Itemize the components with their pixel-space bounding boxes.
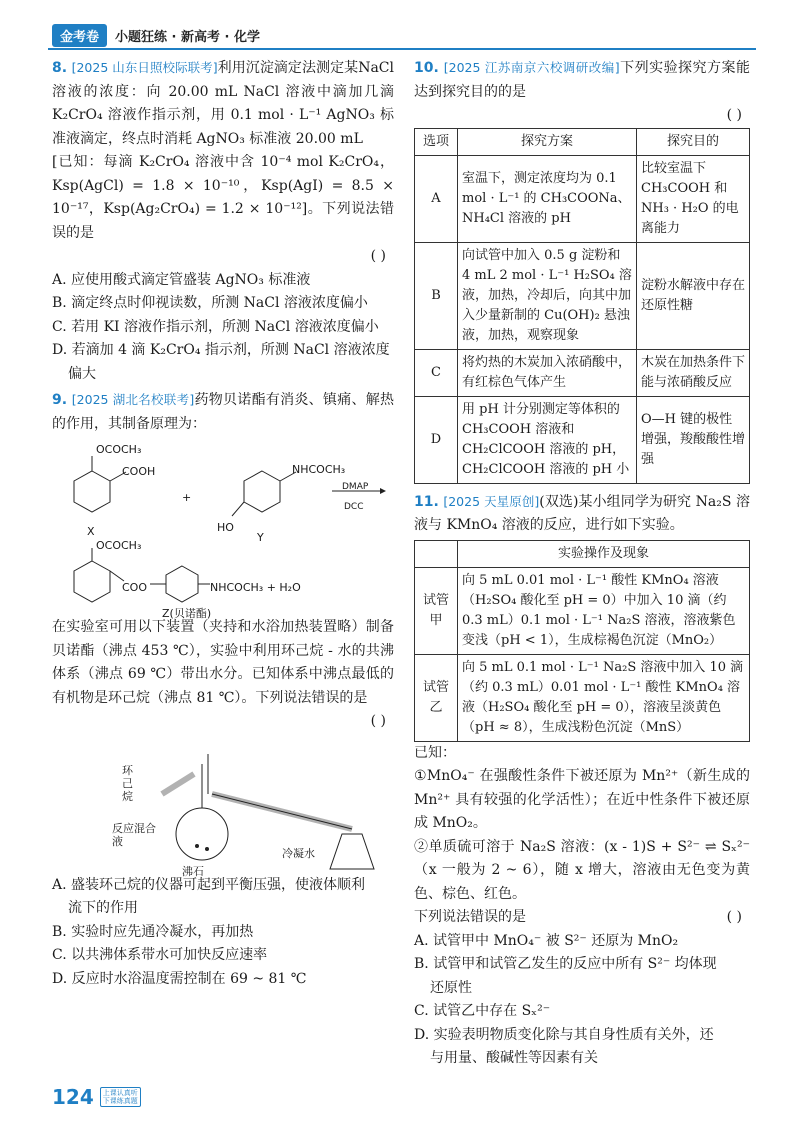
- table-row: [415, 349, 750, 396]
- question-stem: 药物贝诺酯有消炎、镇痛、解热的作用，其制备原理为：: [52, 392, 395, 432]
- label-cyclohexane: 环己烷: [122, 763, 133, 803]
- option-a: A. 试管甲中 MnO₄⁻ 被 S²⁻ 还原为 MnO₂: [414, 932, 679, 949]
- right-column: [414, 56, 750, 1071]
- option-c: C. 若用 KI 溶液作指示剂，所测 NaCl 溶液浓度偏小: [52, 318, 379, 335]
- row-description: 向 5 mL 0.01 mol · L⁻¹ 酸性 KMnO₄ 溶液（H₂SO₄ 酸化至 pH = 0）中加入 10 滴（约 0.3 mL）0.1 mol · L⁻¹ Na₂S 溶液，溶液紫色变浅（pH < 1），生成棕褐色沉淀（MnO₂）: [458, 567, 750, 654]
- footer-slogan: [100, 1087, 141, 1107]
- option-b-continued: 还原性: [430, 979, 472, 996]
- question-stem-known: [已知：每滴 K₂CrO₄ 溶液中含 10⁻⁴ mol K₂CrO₄，Ksp(AgCl) = 1.8 × 10⁻¹⁰，Ksp(AgI) = 8.5 × 10⁻¹⁷，Ksp(Ag₂CrO₄) = 1.2 × 10⁻¹²]。下列说法错误的是: [52, 154, 394, 241]
- row-tube-name: 试管甲: [415, 567, 458, 654]
- table-row: [415, 155, 750, 242]
- question-number: 10.: [414, 60, 439, 76]
- question-source: [2025 湖北名校联考]: [71, 392, 195, 407]
- question-stem: 某小组同学为研究 Na₂S 溶液与 KMnO₄ 溶液的反应，进行如下实验。: [414, 493, 750, 533]
- option-c: C. 试管乙中存在 Sₓ²⁻: [414, 1003, 551, 1019]
- y-ho-label: HO: [217, 521, 234, 534]
- row-tube-name: 试管乙: [415, 654, 458, 741]
- question-10: [414, 56, 750, 484]
- option-d: D. 反应时水浴温度需控制在 69 ~ 81 ℃: [52, 970, 307, 987]
- row-option: A: [415, 155, 458, 242]
- question-source: [2025 江苏南京六校调研改编]: [443, 60, 620, 75]
- option-b: B. 试管甲和试管乙发生的反应中所有 S²⁻ 均体现: [414, 956, 717, 972]
- question-stem-2: 在实验室可用以下装置（夹持和水浴加热装置略）制备贝诺酯（沸点 453 ℃），实验中利用环己烷 - 水的共沸体系（沸点 69 ℃）带出水分。已知体系中沸点最低的有机物是环己烷（沸点 81 ℃）。下列说法错误的是: [52, 619, 394, 706]
- brand-badge: 金考卷: [52, 24, 107, 47]
- table-row: [415, 396, 750, 483]
- option-b: B. 滴定终点时仰视读数，所测 NaCl 溶液浓度偏小: [52, 295, 368, 311]
- known-1: ①MnO₄⁻ 在强酸性条件下被还原为 Mn²⁺（新生成的 Mn²⁺ 具有较强的化学活性）；在近中性条件下被还原成 MnO₂。: [414, 768, 750, 831]
- y-label: Y: [257, 531, 264, 544]
- answer-paren: ( ): [726, 909, 742, 925]
- q10-table: [414, 128, 750, 484]
- option-d-continued: 偏大: [68, 365, 96, 382]
- question-source: [2025 山东日照校际联考]: [71, 60, 218, 75]
- row-plan: 向试管中加入 0.5 g 淀粉和 4 mL 2 mol · L⁻¹ H₂SO₄ 溶液，加热，冷却后，向其中加入少量新制的 Cu(OH)₂ 悬浊液，加热，观察现象: [458, 242, 637, 349]
- question-11: [414, 490, 750, 1071]
- page-footer: [52, 1085, 141, 1109]
- y-substituent-label: NHCOCH₃: [292, 463, 346, 476]
- question-line: [414, 906, 750, 930]
- label-boiling-chips: 沸石: [182, 864, 204, 878]
- known-title: 已知：: [414, 744, 456, 761]
- z-substituent-label: OCOCH₃: [96, 539, 142, 552]
- question-stem: 利用沉淀滴定法测定某NaCl 溶液的浓度：向 20.00 mL NaCl 溶液中滴加几滴 K₂CrO₄ 溶液作指示剂，用 0.1 mol · L⁻¹ AgNO₃ 标准液滴定，终点时消耗 AgNO₃ 标准液 20.00 mL: [52, 60, 394, 147]
- table-row: [415, 654, 750, 741]
- option-b: B. 实验时应先通冷凝水，再加热: [52, 923, 254, 940]
- answer-paren: ( ): [370, 248, 386, 264]
- table-row: [415, 567, 750, 654]
- question-number: 11.: [414, 493, 439, 510]
- row-plan: 用 pH 计分别测定等体积的 CH₃COOH 溶液和 CH₂ClCOOH 溶液的 pH，CH₂ClCOOH 溶液的 pH 小: [458, 396, 637, 483]
- page-number: 124: [52, 1085, 94, 1109]
- plus-sign: +: [182, 491, 192, 504]
- header-option: 选项: [415, 128, 458, 155]
- reaction-scheme: [52, 436, 394, 620]
- apparatus-drawing: [52, 734, 394, 874]
- slogan-line-1: 上课认真听: [102, 1089, 138, 1097]
- option-a-continued: 流下的作用: [68, 900, 138, 916]
- row-plan: 将灼热的木炭加入浓硝酸中，有红棕色气体产生: [458, 349, 637, 396]
- answer-paren: ( ): [726, 107, 742, 123]
- header-blank: [415, 540, 458, 567]
- series-title: 小题狂练 · 新高考 · 化学: [115, 29, 260, 45]
- condition-bottom: DCC: [344, 502, 364, 512]
- question-stem: 下列实验探究方案能达到探究目的的是: [414, 60, 750, 100]
- z-label: Z(贝诺酯): [162, 607, 212, 620]
- option-d-continued: 与用量、酸碱性等因素有关: [430, 1050, 598, 1066]
- header-goal: 探究目的: [637, 128, 750, 155]
- question-text: 下列说法错误的是: [414, 909, 526, 925]
- row-goal: 淀粉水解液中存在还原性糖: [637, 242, 750, 349]
- apparatus-diagram: [52, 734, 394, 878]
- left-column: [52, 56, 394, 991]
- label-reaction-mixture: 反应混合液: [112, 821, 156, 848]
- row-goal: 比较室温下 CH₃COOH 和 NH₃ · H₂O 的电离能力: [637, 155, 750, 242]
- question-source: [2025 天星原创]: [443, 493, 540, 509]
- slogan-line-2: 下课练真题: [102, 1097, 138, 1105]
- question-number: 8.: [52, 60, 68, 76]
- answer-paren: ( ): [370, 713, 386, 729]
- x-label: X: [87, 525, 95, 538]
- header-operation: 实验操作及现象: [458, 540, 750, 567]
- row-plan: 室温下，测定浓度均为 0.1 mol · L⁻¹ 的 CH₃COONa、NH₄Cl 溶液的 pH: [458, 155, 637, 242]
- row-description: 向 5 mL 0.1 mol · L⁻¹ Na₂S 溶液中加入 10 滴（约 0.3 mL）0.01 mol · L⁻¹ 酸性 KMnO₄ 溶液（H₂SO₄ 酸化至 pH = 0），溶液呈淡黄色（pH ≈ 8），生成浅粉色沉淀（MnS）: [458, 654, 750, 741]
- x-cooh-label: COOH: [122, 465, 156, 478]
- x-substituent-label: OCOCH₃: [96, 443, 142, 456]
- option-a: A. 盛装环己烷的仪器可起到平衡压强，使液体顺利: [52, 876, 366, 893]
- question-8: [52, 56, 394, 386]
- row-goal: O—H 键的极性增强，羧酸酸性增强: [637, 396, 750, 483]
- question-number: 9.: [52, 392, 68, 408]
- question-9: [52, 388, 394, 991]
- q11-table: [414, 540, 750, 742]
- table-row: [415, 242, 750, 349]
- z-coo-label: COO: [122, 581, 147, 594]
- row-option: B: [415, 242, 458, 349]
- header-divider: [48, 48, 756, 50]
- row-option: C: [415, 349, 458, 396]
- question-tag: (双选): [539, 493, 579, 510]
- table-header-row: [415, 128, 750, 155]
- page-header: [52, 24, 260, 46]
- z-substituent-right: NHCOCH₃ + H₂O: [210, 581, 301, 594]
- table-header-row: [415, 540, 750, 567]
- row-option: D: [415, 396, 458, 483]
- option-d: D. 实验表明物质变化除与其自身性质有关外，还: [414, 1026, 714, 1043]
- option-c: C. 以共沸体系带水可加快反应速率: [52, 947, 268, 963]
- condition-top: DMAP: [342, 482, 369, 492]
- label-cooling-water: 冷凝水: [282, 846, 315, 860]
- row-goal: 木炭在加热条件下能与浓硝酸反应: [637, 349, 750, 396]
- known-2: ②单质硫可溶于 Na₂S 溶液：(x - 1)S + S²⁻ ⇌ Sₓ²⁻（x 一般为 2 ~ 6），随 x 增大，溶液由无色变为黄色、棕色、红色。: [414, 838, 750, 902]
- header-plan: 探究方案: [458, 128, 637, 155]
- option-a: A. 应使用酸式滴定管盛装 AgNO₃ 标准液: [52, 271, 311, 288]
- option-d: D. 若滴加 4 滴 K₂CrO₄ 指示剂，所测 NaCl 溶液浓度: [52, 342, 390, 358]
